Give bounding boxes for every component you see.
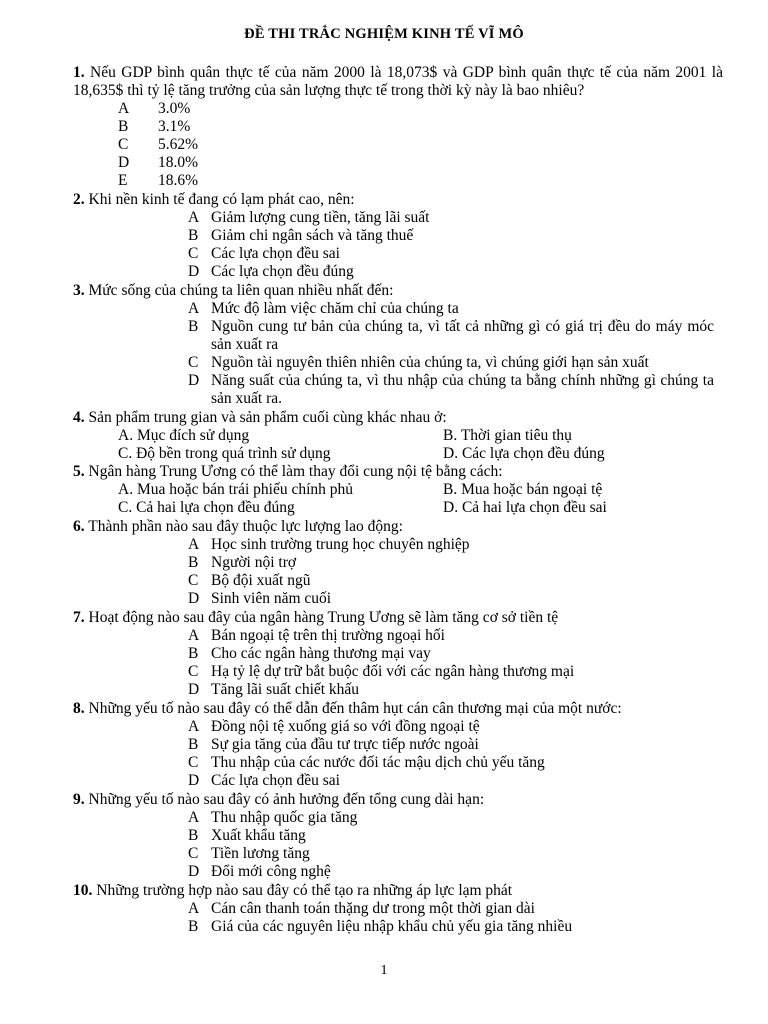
option-1a: A 3.0% bbox=[118, 100, 191, 117]
option-4b: B. Thời gian tiêu thụ bbox=[443, 427, 572, 444]
option-2a: A Giảm lượng cung tiền, tăng lãi suất bbox=[188, 209, 430, 226]
question-2 bbox=[73, 191, 723, 209]
option-5b: B. Mua hoặc bán ngoại tệ bbox=[443, 481, 603, 498]
option-4c: C. Độ bền trong quá trình sử dụng bbox=[118, 445, 331, 462]
question-text: Hoạt động nào sau đây của ngân hàng Trung Ương sẽ làm tăng cơ sở tiền tệ bbox=[84, 609, 559, 626]
question-number: 7. bbox=[73, 609, 85, 626]
option-2c: C Các lựa chọn đều sai bbox=[188, 245, 340, 262]
question-1 bbox=[73, 64, 723, 100]
question-text: Mức sống của chúng ta liên quan nhiều nhất đến: bbox=[84, 282, 394, 299]
option-1b: B 3.1% bbox=[118, 118, 191, 135]
option-6c: C Bộ đội xuất ngũ bbox=[188, 572, 311, 589]
question-10 bbox=[73, 882, 723, 900]
option-1d: D 18.0% bbox=[118, 154, 199, 171]
option-8c: C Thu nhập của các nước đối tác mậu dịch chủ yếu tăng bbox=[188, 754, 545, 771]
question-number: 5. bbox=[73, 463, 85, 480]
option-10b: B Giá của các nguyên liệu nhập khẩu chủ yếu gia tăng nhiều bbox=[188, 918, 573, 935]
option-1c: C 5.62% bbox=[118, 136, 199, 153]
question-number: 10. bbox=[73, 882, 93, 899]
option-3b: B Nguồn cung tư bản của chúng ta, vì tất cả những gì có giá trị đều do máy móc sản xuất ra bbox=[188, 318, 714, 354]
question-number: 4. bbox=[73, 409, 85, 426]
option-6a: A Học sinh trường trung học chuyên nghiệp bbox=[188, 536, 470, 553]
question-number: 8. bbox=[73, 700, 85, 717]
option-8d: D Các lựa chọn đều sai bbox=[188, 772, 340, 789]
option-5a: A. Mua hoặc bán trái phiếu chính phủ bbox=[118, 481, 354, 498]
question-3 bbox=[73, 282, 723, 300]
question-text: Nếu GDP bình quân thực tế của năm 2000 là 18,073$ và GDP bình quân thực tế của năm 2001 là 18,635$ thì tỷ lệ tăng trưởng của sản lượng thực tế trong thời kỳ này là bao nhiêu? bbox=[73, 64, 723, 100]
option-5d: D. Cả hai lựa chọn đều sai bbox=[443, 499, 607, 516]
option-9d: D Đổi mới công nghệ bbox=[188, 863, 331, 880]
option-9a: A Thu nhập quốc gia tăng bbox=[188, 809, 358, 826]
option-2d: D Các lựa chọn đều đúng bbox=[188, 263, 354, 280]
question-4 bbox=[73, 409, 723, 427]
option-3c: C Nguồn tài nguyên thiên nhiên của chúng ta, vì chúng giới hạn sản xuất bbox=[188, 354, 649, 371]
question-text: Thành phần nào sau đây thuộc lực lượng lao động: bbox=[84, 518, 403, 535]
question-number: 6. bbox=[73, 518, 85, 535]
option-7d: D Tăng lãi suất chiết khấu bbox=[188, 681, 360, 698]
question-6 bbox=[73, 518, 723, 536]
option-10a: A Cán cân thanh toán thặng dư trong một thời gian dài bbox=[188, 900, 535, 917]
option-9c: C Tiền lương tăng bbox=[188, 845, 310, 862]
option-6d: D Sinh viên năm cuối bbox=[188, 590, 332, 607]
question-number: 1. bbox=[73, 64, 85, 81]
question-7 bbox=[73, 609, 723, 627]
option-4a: A. Mục đích sử dụng bbox=[118, 427, 250, 444]
question-8 bbox=[73, 700, 723, 718]
question-number: 3. bbox=[73, 282, 85, 299]
option-3d: D Năng suất của chúng ta, vì thu nhập của chúng ta bằng chính những gì chúng ta sản xuất ra. bbox=[188, 372, 714, 408]
question-number: 9. bbox=[73, 791, 85, 808]
question-text: Sản phẩm trung gian và sản phẩm cuối cùng khác nhau ở: bbox=[84, 409, 447, 426]
question-number: 2. bbox=[73, 191, 85, 208]
question-text: Những yếu tố nào sau đây có thể dẫn đến thâm hụt cán cân thương mại của một nước: bbox=[84, 700, 622, 717]
question-text: Khi nền kinh tế đang có lạm phát cao, nên: bbox=[84, 191, 355, 208]
question-5 bbox=[73, 463, 723, 481]
option-2b: B Giảm chi ngân sách và tăng thuế bbox=[188, 227, 414, 244]
page-number: 1 bbox=[380, 963, 388, 978]
option-8a: A Đồng nội tệ xuống giá so với đồng ngoại tệ bbox=[188, 718, 480, 735]
question-text: Những yếu tố nào sau đây có ảnh hưởng đến tổng cung dài hạn: bbox=[84, 791, 485, 808]
option-5c: C. Cả hai lựa chọn đều đúng bbox=[118, 499, 295, 516]
option-7c: C Hạ tỷ lệ dự trữ bắt buộc đối với các ngân hàng thương mại bbox=[188, 663, 575, 680]
option-9b: B Xuất khẩu tăng bbox=[188, 827, 306, 844]
option-4d: D. Các lựa chọn đều đúng bbox=[443, 445, 605, 462]
option-8b: B Sự gia tăng của đầu tư trực tiếp nước ngoài bbox=[188, 736, 479, 753]
option-7b: B Cho các ngân hàng thương mại vay bbox=[188, 645, 431, 662]
question-9 bbox=[73, 791, 723, 809]
option-3a: A Mức độ làm việc chăm chỉ của chúng ta bbox=[188, 300, 459, 317]
page-title: ĐỀ THI TRẮC NGHIỆM KINH TẾ VĨ MÔ bbox=[244, 26, 524, 42]
option-6b: B Người nội trợ bbox=[188, 554, 297, 571]
question-text: Những trường hợp nào sau đây có thể tạo ra những áp lực lạm phát bbox=[92, 882, 513, 899]
question-text: Ngân hàng Trung Ương có thể làm thay đổi cung nội tệ bằng cách: bbox=[84, 463, 503, 480]
option-7a: A Bán ngoại tệ trên thị trường ngoại hối bbox=[188, 627, 445, 644]
option-1e: E 18.6% bbox=[118, 172, 199, 189]
